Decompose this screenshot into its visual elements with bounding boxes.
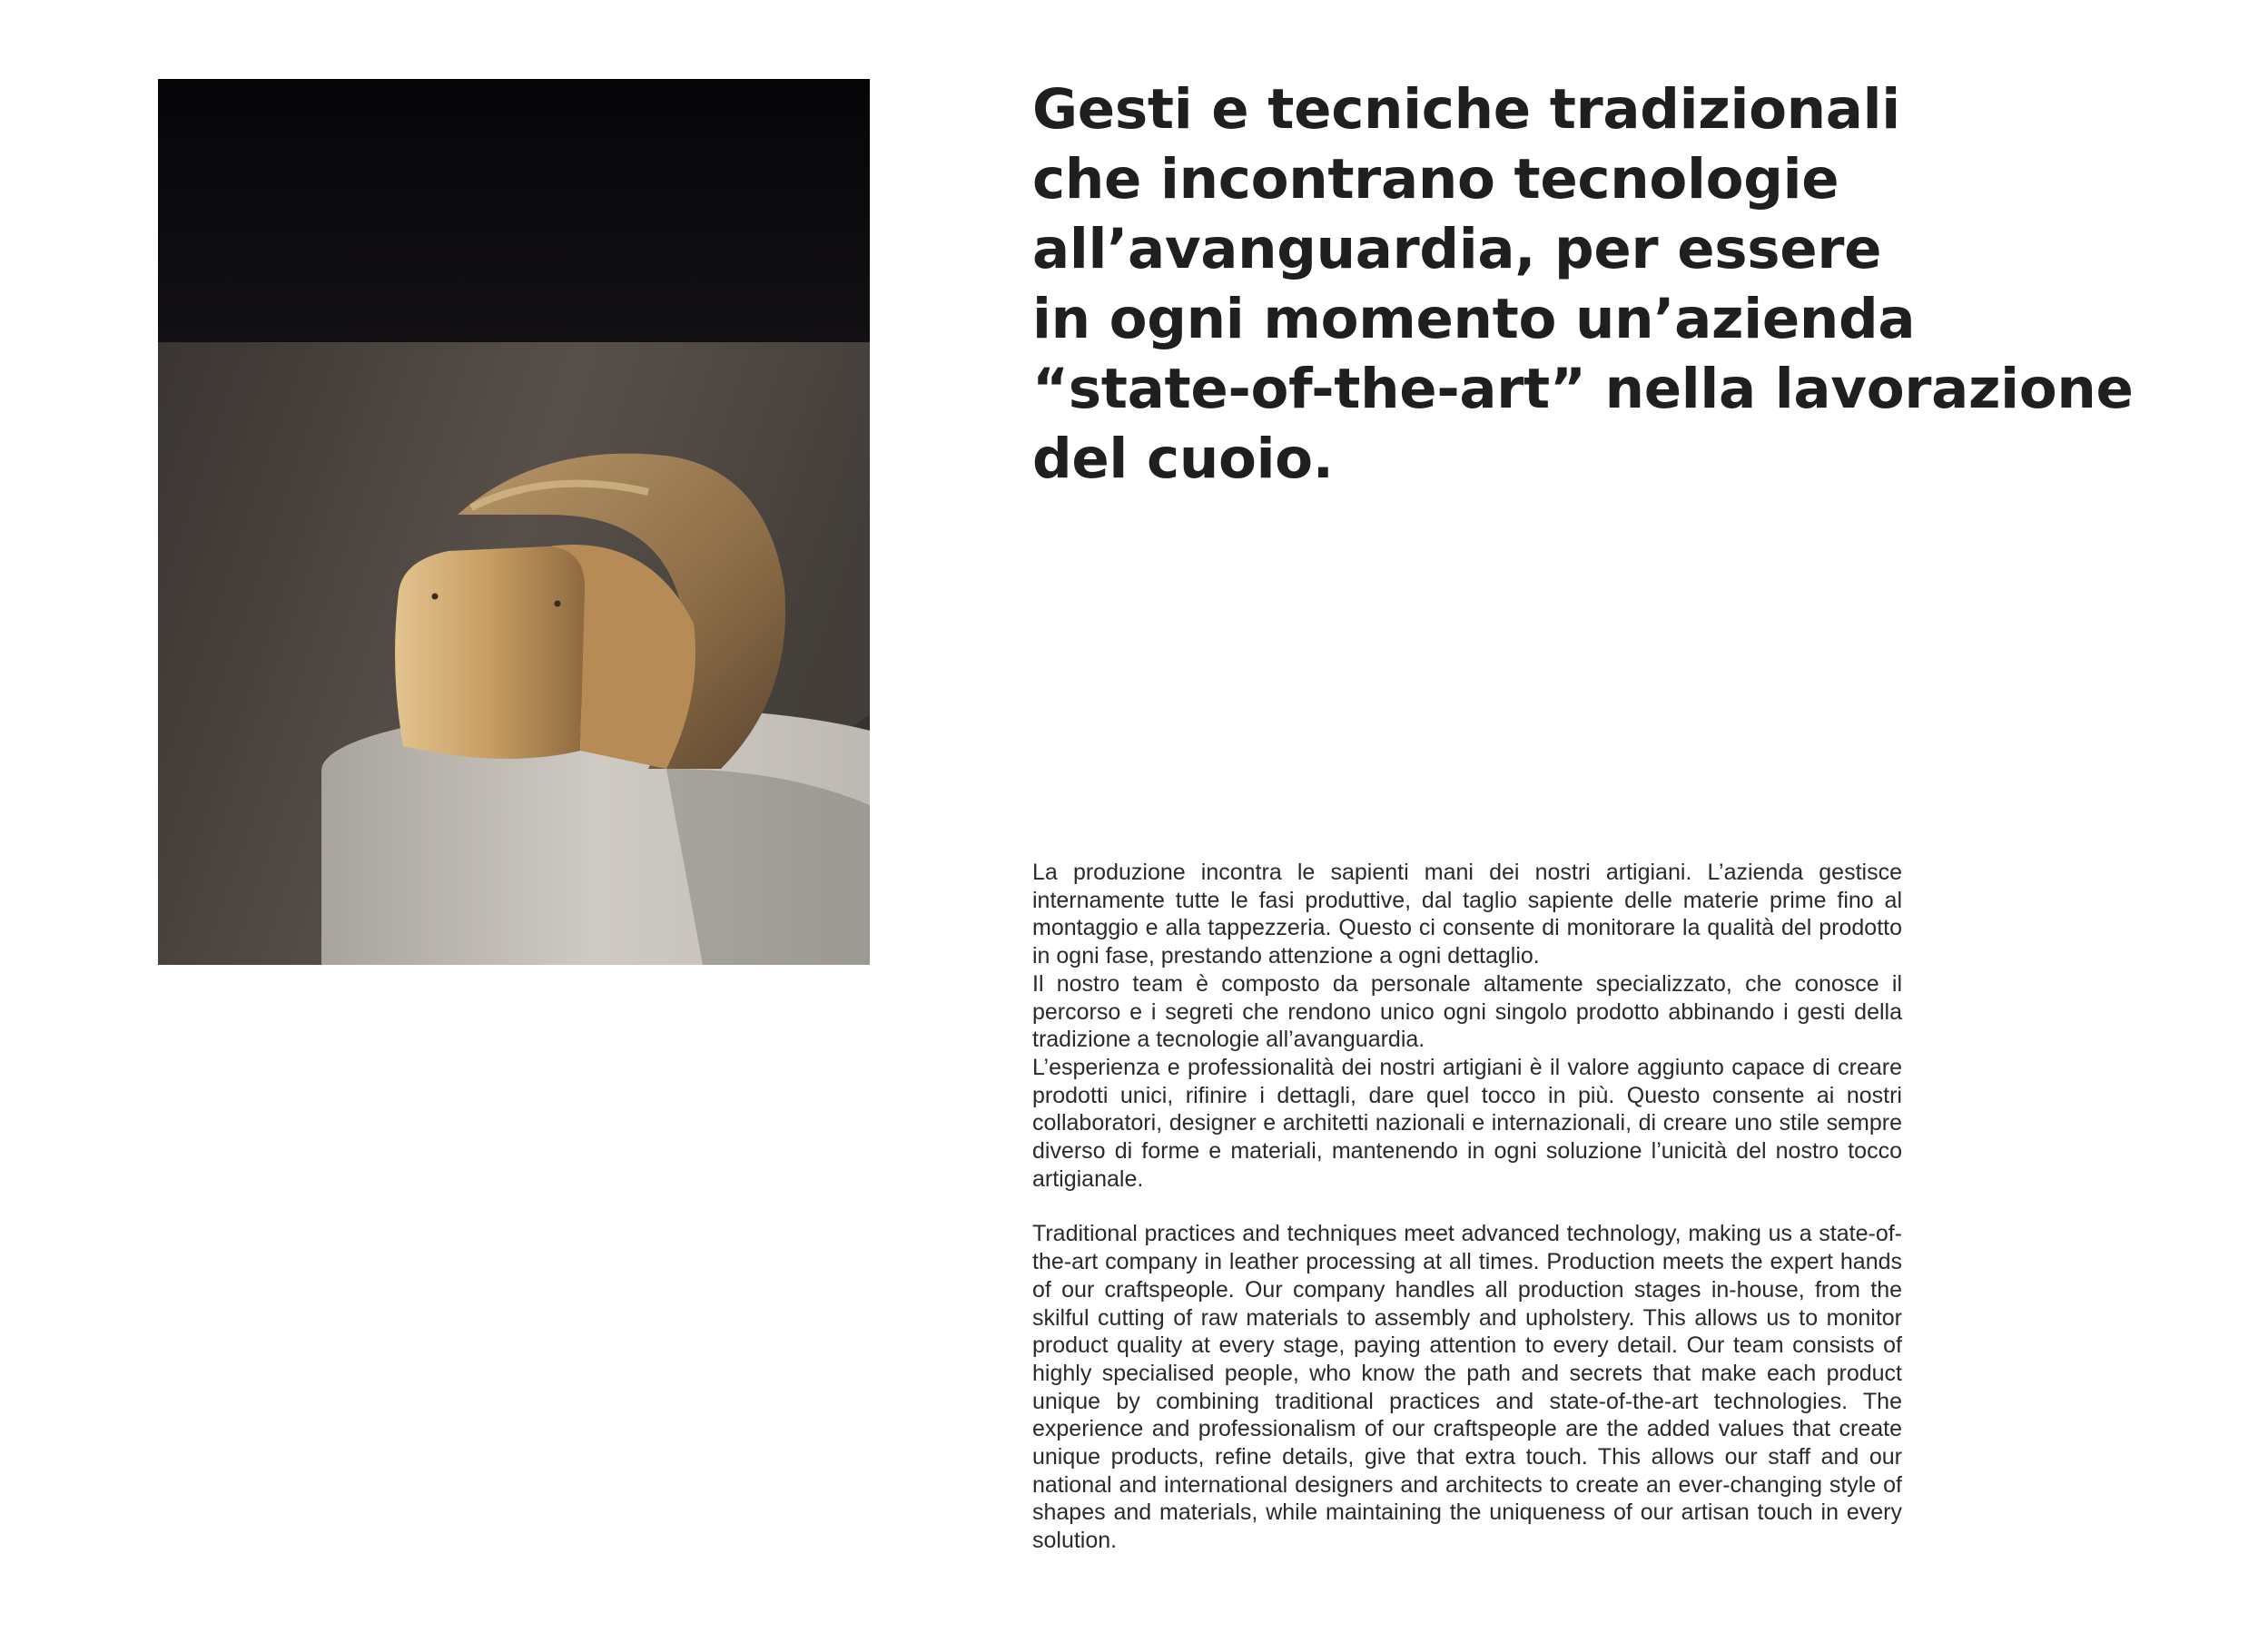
italian-paragraph: L’esperienza e professionalità dei nostri artigiani è il valore aggiunto capace di creare prodotti unici, rifinire i dettagli, dare quel tocco in più. Questo consente ai nostri collaboratori, designer e architetti nazionali e internazionali, di creare uno stile sempre diverso di forme e materiali, mantenendo in ogni soluzione l’unicità del nostro tocco artigianale.	[1032, 1054, 1902, 1192]
headline-line: all’avanguardia, per essere	[1032, 217, 1882, 281]
headline	[1032, 74, 2167, 494]
wooden-sculpture-image	[158, 79, 870, 965]
headline-line: in ogni momento un’azienda	[1032, 287, 1916, 351]
italian-paragraph: Il nostro team è composto da personale altamente specializzato, che conosce il percorso e i segreti che rendono unico ogni singolo prodotto abbinando i gesti della tradizione a tecnologie all’avanguardia.	[1032, 970, 1902, 1053]
headline-line: del cuoio.	[1032, 427, 1334, 491]
headline-line: Gesti e tecniche tradizionali	[1032, 77, 1900, 142]
body-text	[1032, 859, 1902, 1555]
english-paragraph: Traditional practices and techniques meet advanced technology, making us a state-of-the-art company in leather processing at all times. Production meets the expert hands of our craftspeople. Our company handles all production stages in-house, from the skilful cutting of raw materials to assembly and upholstery. This allows us to monitor product quality at every stage, paying attention to every detail. Our team consists of highly specialised people, who know the path and secrets that make each product unique by combining traditional practices and state-of-the-art technologies. The experience and professionalism of our craftspeople are the added values that create unique products, refine details, give that extra touch. This allows our staff and our national and international designers and architects to create an ever-changing style of shapes and materials, while maintaining the uniqueness of our artisan touch in every solution.	[1032, 1221, 1902, 1554]
product-photo	[158, 79, 870, 965]
italian-paragraph: La produzione incontra le sapienti mani dei nostri artigiani. L’azienda gestisce internamente tutte le fasi produttive, dal taglio sapiente delle materie prime fino al montaggio e alla tappezzeria. Questo ci consente di monitorare la qualità del prodotto in ogni fase, prestando attenzione a ogni dettaglio.	[1032, 860, 1902, 969]
headline-line: che incontrano tecnologie	[1032, 147, 1839, 211]
headline-line: “state-of-the-art” nella lavorazione	[1032, 357, 2134, 421]
